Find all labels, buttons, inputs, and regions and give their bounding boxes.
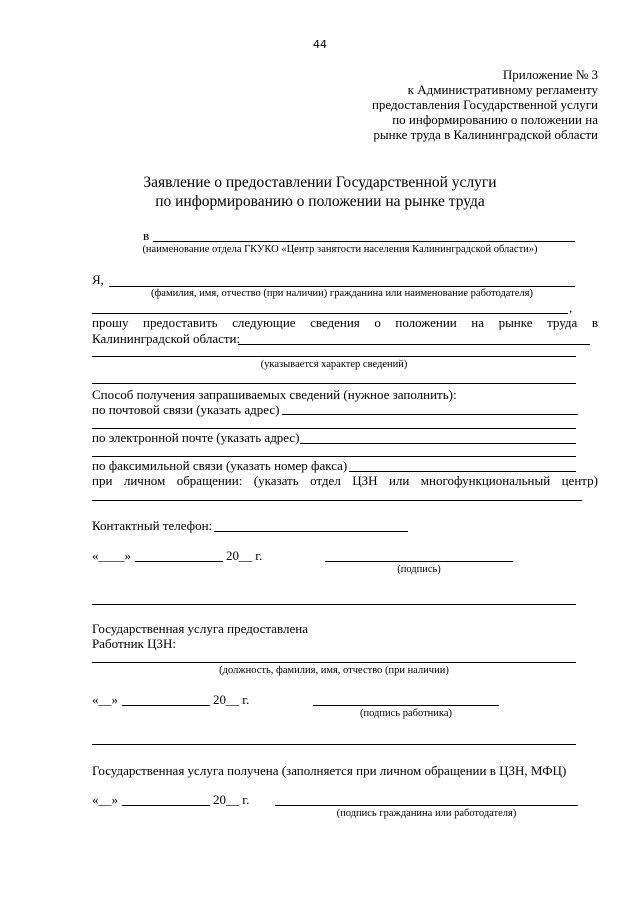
date-quote-open: « — [92, 548, 99, 563]
appendix-line-2: к Административному регламенту — [407, 82, 598, 97]
personal-office-field[interactable] — [92, 500, 582, 501]
department-hint: (наименование отдела ГКУКО «Центр занятости населения Калининградской области») — [142, 244, 538, 255]
month-field[interactable] — [122, 805, 210, 806]
applicant-name-field-2[interactable] — [92, 313, 568, 314]
method-email-label: по электронной почте (указать адрес) — [92, 430, 300, 445]
email-address-field-2[interactable] — [92, 456, 576, 457]
personal-word: центр) — [561, 473, 598, 488]
to-label: в — [143, 228, 150, 243]
postal-address-field-2[interactable] — [92, 428, 576, 429]
personal-word: многофункциональный — [420, 473, 551, 488]
appendix-line-5: рынке труда в Калининградской области — [373, 127, 598, 142]
year-suffix: г. — [242, 692, 250, 707]
year-prefix[interactable]: 20__ — [213, 692, 239, 707]
request-word: в — [591, 315, 598, 330]
date-quote-close: » — [111, 692, 118, 707]
separator-line-2 — [92, 744, 576, 745]
comma: , — [569, 300, 573, 315]
department-field[interactable] — [153, 241, 575, 242]
worker-signature-hint: (подпись работника) — [359, 708, 452, 719]
request-word: о — [374, 315, 381, 330]
personal-word: (указать — [253, 473, 299, 488]
request-word: сведения — [310, 315, 360, 330]
date-quote-close: » — [124, 548, 131, 563]
i-label: Я, — [92, 272, 104, 287]
personal-word: обращении: — [176, 473, 243, 488]
document-title-line-2: по информированию о положении на рынке труда — [155, 193, 485, 210]
request-word: на — [471, 315, 485, 330]
date-quote-open: « — [92, 792, 99, 807]
separator-line-1 — [92, 604, 576, 605]
day-field[interactable]: __ — [98, 792, 112, 807]
year-prefix[interactable]: 20__ — [213, 792, 239, 807]
date-quote-open: « — [92, 692, 99, 707]
applicant-name-hint: (фамилия, имя, отчество (при наличии) гражданина или наименование работодателя) — [150, 288, 533, 299]
request-line-2: Калининградской области: — [92, 331, 241, 346]
requested-info-field-2[interactable] — [92, 356, 576, 357]
request-line — [92, 315, 598, 331]
date-row-2 — [92, 692, 118, 708]
page-number: 44 — [313, 38, 327, 51]
email-address-field[interactable] — [300, 443, 576, 444]
appendix-line-3: предоставления Государственной услуги — [371, 97, 598, 112]
document-title-line-1: Заявление о предоставлении Государственной услуги — [143, 174, 497, 191]
year-suffix: г. — [255, 548, 263, 563]
phone-field[interactable] — [214, 531, 408, 532]
date-quote-close: » — [111, 792, 118, 807]
request-word: прошу — [92, 315, 129, 330]
day-field[interactable]: ____ — [98, 548, 125, 563]
worker-name-hint: (должность, фамилия, имя, отчество (при наличии) — [219, 665, 449, 676]
month-field[interactable] — [122, 705, 210, 706]
signature-hint-1: (подпись) — [397, 564, 441, 575]
date-row-1 — [92, 548, 131, 564]
requested-info-field[interactable] — [238, 344, 590, 345]
method-heading: Способ получения запрашиваемых сведений (нужное заполнить): — [92, 387, 457, 402]
day-field[interactable]: __ — [98, 692, 112, 707]
fax-number-field[interactable] — [349, 471, 576, 472]
request-word: положении — [395, 315, 457, 330]
appendix-line-1: Приложение № 3 — [502, 67, 598, 82]
applicant-signature-field[interactable] — [275, 805, 578, 806]
worker-name-field[interactable] — [92, 662, 576, 663]
method-personal-label — [92, 473, 598, 489]
appendix-line-4: по информированию о положении на — [392, 112, 598, 127]
worker-label: Работник ЦЗН: — [92, 636, 177, 651]
requested-info-hint: (указывается характер сведений) — [260, 359, 408, 370]
postal-address-field[interactable] — [282, 414, 578, 415]
month-field[interactable] — [135, 561, 223, 562]
personal-word: ЦЗН — [352, 473, 378, 488]
personal-word: или — [388, 473, 410, 488]
personal-word: отдел — [310, 473, 341, 488]
service-provided-label: Государственная услуга предоставлена — [92, 621, 308, 636]
personal-word: при — [92, 473, 113, 488]
year-prefix[interactable]: 20__ — [226, 548, 252, 563]
signature-field-1[interactable] — [325, 561, 513, 562]
request-word: труда — [547, 315, 578, 330]
service-received-label: Государственная услуга получена (заполняется при личном обращении в ЦЗН, МФЦ) — [92, 763, 567, 778]
date-row-3 — [92, 792, 118, 808]
request-word: рынке — [498, 315, 533, 330]
request-word: предоставить — [143, 315, 218, 330]
year-label-2 — [213, 692, 249, 708]
requested-info-field-3[interactable] — [92, 383, 576, 384]
year-label-1 — [226, 548, 262, 564]
phone-label: Контактный телефон: — [92, 518, 213, 533]
year-label-3 — [213, 792, 249, 808]
personal-word: личном — [123, 473, 166, 488]
request-word: следующие — [232, 315, 296, 330]
method-post-label: по почтовой связи (указать адрес) — [92, 402, 280, 417]
applicant-signature-hint: (подпись гражданина или работодателя) — [336, 808, 517, 819]
worker-signature-field[interactable] — [313, 705, 499, 706]
method-fax-label: по факсимильной связи (указать номер факса) — [92, 458, 348, 473]
applicant-name-field[interactable] — [109, 286, 575, 287]
year-suffix: г. — [242, 792, 250, 807]
